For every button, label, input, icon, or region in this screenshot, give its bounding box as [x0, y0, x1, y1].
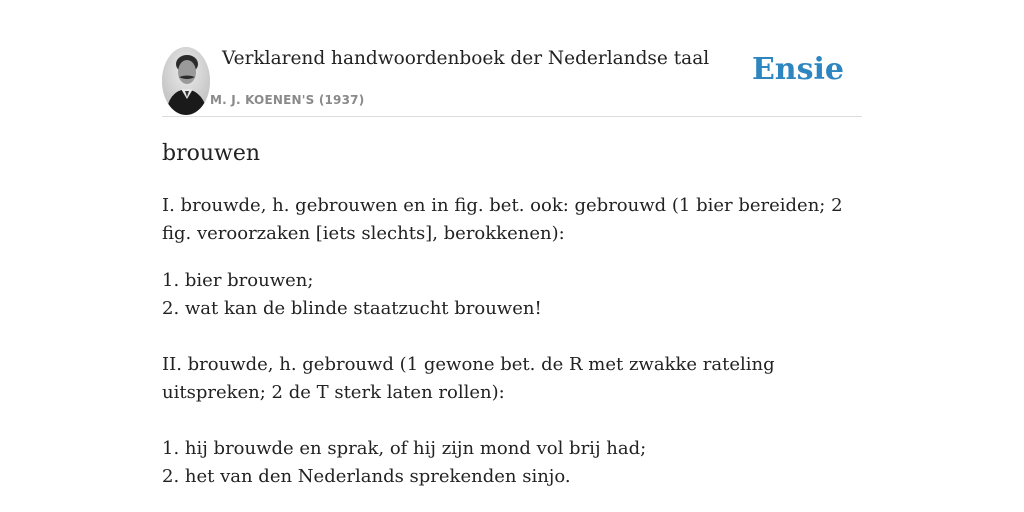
sense-2-example-1: 1. hij brouwde en sprak, of hij zijn mond vol brij had; [162, 438, 647, 459]
sense-1-example-2: 2. wat kan de blinde staatzucht brouwen! [162, 298, 542, 319]
headword: brouwen [162, 141, 261, 166]
spacer [162, 248, 862, 267]
sense-1-definition: I. brouwde, h. gebrouwen en in fig. bet. ook: gebrouwd (1 bier bereiden; 2 fig. veroorzaken [iets slechts], berokkenen): [162, 195, 843, 244]
author-portrait-icon [162, 47, 210, 115]
ensie-logo-link[interactable]: Ensie [751, 52, 844, 87]
dictionary-header [162, 0, 862, 117]
entry-body [162, 192, 862, 491]
dictionary-author: M. J. KOENEN'S (1937) [210, 93, 365, 107]
sense-2-definition: II. brouwde, h. gebrouwd (1 gewone bet. de R met zwakke rateling uitspreken; 2 de T sterk laten rollen): [162, 354, 775, 403]
dictionary-title: Verklarend handwoordenboek der Nederlandse taal [222, 48, 710, 69]
sense-2-example-2: 2. het van den Nederlands sprekenden sinjo. [162, 466, 571, 487]
spacer [162, 323, 862, 351]
sense-1-example-1: 1. bier brouwen; [162, 270, 314, 291]
page [162, 0, 862, 512]
spacer [162, 407, 862, 435]
